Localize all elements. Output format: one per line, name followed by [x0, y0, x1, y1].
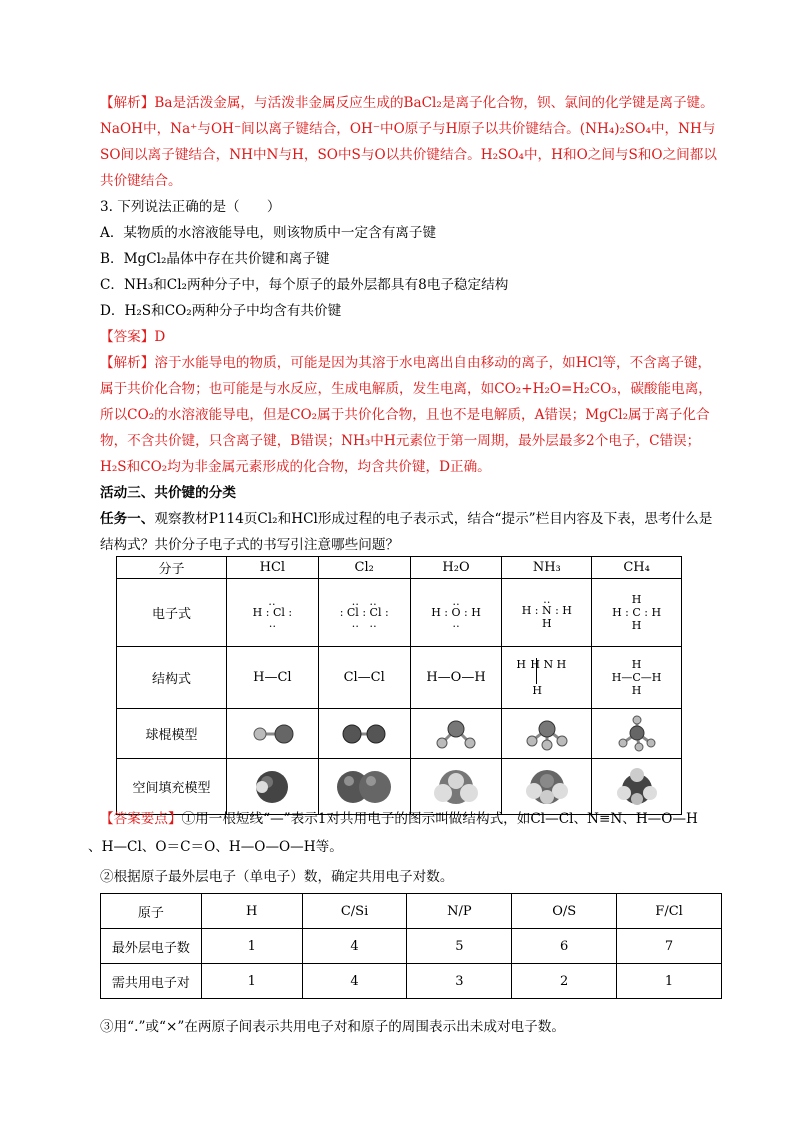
ball-stick-nh3-image — [502, 709, 592, 759]
table1-row-ball-stick — [117, 709, 682, 759]
table2-header-cell: O/S — [512, 894, 617, 929]
ball-stick-hcl-image — [226, 709, 318, 759]
table2-cell: 需共用电子对 — [101, 964, 202, 999]
table2-header-cell: C/Si — [302, 894, 407, 929]
ball-stick-ch4-image — [592, 709, 682, 759]
table2-cell: 2 — [512, 964, 617, 999]
table2-header-cell: H — [201, 894, 302, 929]
molecule-table — [116, 556, 682, 815]
table2-header-row — [101, 894, 722, 929]
table2-cell: 3 — [407, 964, 512, 999]
analysis-label-2: 【解析】 — [100, 355, 155, 371]
section-heading: 活动三、共价键的分类 — [100, 485, 236, 501]
answer-points-line-3: ②根据原子最外层电子（单电子）数，确定共用电子对数。 — [100, 869, 454, 885]
electron-formula-hcl: ‥ H : Cl : ‥ — [226, 579, 318, 647]
table1-header-cell: H₂O — [410, 557, 502, 579]
answer-label: 【答案】 — [100, 329, 155, 345]
ball-stick-cl2-image — [318, 709, 410, 759]
answer-value: D — [154, 329, 166, 345]
table2-header-cell: N/P — [407, 894, 512, 929]
task-label: 任务一、 — [100, 511, 155, 527]
table2-row — [101, 929, 722, 964]
row-label: 球棍模型 — [117, 709, 227, 759]
table2-row — [101, 964, 722, 999]
table1-header-row — [117, 557, 682, 579]
answer-points-text-1: ①用一根短线“—”表示1对共用电子的图示叫做结构式，如Cl—Cl、N≡N、H—O—H — [181, 811, 698, 827]
analysis-text: Ba是活泼金属，与活泼非金属反应生成的BaCl₂是离子化合物，钡、氯间的化学键是离子键。NaOH中，Na⁺与OH⁻间以离子键结合，OH⁻中O原子与H原子以共价键结合。(NH₄)₂SO₄中，NH与SO间以离子键结合，NH中N与H，SO中S与O以共价键结合。H₂SO₄中，H和O之间与S和O之间都以共价键结合。 — [100, 95, 717, 189]
structural-ch4: H H—C—H H — [592, 647, 682, 709]
table2-cell: 1 — [201, 964, 302, 999]
note-3: ③用“.”或“×”在两原子间表示共用电子对和原子的周围表示出未成对电子数。 — [100, 1019, 565, 1035]
analysis-text-2: 溶于水能导电的物质，可能是因为其溶于水电离出自由移动的离子，如HCl等，不含离子键，属于共价化合物；也可能是与水反应，生成电解质，发生电离，如CO₂+H₂O=H₂CO₃，碳酸能电离，所以CO₂的水溶液能导电，但是CO₂属于共价化合物，且也不是电解质，A错误；MgCl₂属于离子化合物，不含共价键，只含离子键，B错误；NH₃中H元素位于第一周期，最外层最多2个电子，C错误；H₂S和CO₂均为非金属元素形成的化合物，均含共价键，D正确。 — [100, 355, 712, 475]
table2-cell: 1 — [201, 929, 302, 964]
electron-pair-table — [100, 893, 722, 999]
table1-header-cell: CH₄ — [592, 557, 682, 579]
table2-cell: 4 — [302, 964, 407, 999]
table2-cell: 7 — [617, 929, 722, 964]
table2-cell: 6 — [512, 929, 617, 964]
option-c: C．NH₃和Cl₂两种分子中，每个原子的最外层都具有8电子稳定结构 — [100, 277, 509, 293]
task-paragraph — [100, 506, 720, 558]
electron-formula-h2o: ‥ H : O : H ‥ — [410, 579, 502, 647]
row-label: 电子式 — [117, 579, 227, 647]
table2-cell: 最外层电子数 — [101, 929, 202, 964]
row-label: 结构式 — [117, 647, 227, 709]
ball-stick-h2o-image — [410, 709, 502, 759]
analysis-paragraph-2 — [100, 350, 720, 480]
analysis-paragraph-1 — [100, 90, 720, 194]
table2-header-cell: F/Cl — [617, 894, 722, 929]
answer-points-line-1 — [100, 806, 720, 832]
analysis-label: 【解析】 — [100, 95, 155, 111]
electron-formula-cl2: ‥ ‥ : Cl : Cl : ‥ ‥ — [318, 579, 410, 647]
structural-nh3: H H N H H — [502, 647, 592, 709]
question-stem: 3. 下列说法正确的是（ ） — [100, 199, 281, 215]
answer-line — [100, 324, 720, 350]
task-text: 观察教材P114页Cl₂和HCl形成过程的电子表示式，结合“提示”栏目内容及下表，思考什么是结构式？共价分子电子式的书写引注意哪些问题？ — [100, 511, 713, 553]
table1-header-cell: 分子 — [117, 557, 227, 579]
table1-header-cell: HCl — [226, 557, 318, 579]
option-d: D．H₂S和CO₂两种分子中均含有共价键 — [100, 303, 342, 319]
table1-row-electron — [117, 579, 682, 647]
answer-points-line-2: 、H—Cl、O＝C＝O、H—O—O—H等。 — [88, 839, 343, 855]
table2-cell: 1 — [617, 964, 722, 999]
answer-points-label: 【答案要点】 — [100, 811, 182, 827]
electron-formula-nh3: ‥ H : N : H H — [502, 579, 592, 647]
table1-header-cell: Cl₂ — [318, 557, 410, 579]
table2-header-cell: 原子 — [101, 894, 202, 929]
table1-row-structural — [117, 647, 682, 709]
structural-hcl: H—Cl — [226, 647, 318, 709]
option-b: B．MgCl₂晶体中存在共价键和离子键 — [100, 251, 330, 267]
table1-header-cell: NH₃ — [502, 557, 592, 579]
structural-cl2: Cl—Cl — [318, 647, 410, 709]
structural-h2o: H—O—H — [410, 647, 502, 709]
option-a: A．某物质的水溶液能导电，则该物质中一定含有离子键 — [100, 225, 437, 241]
table2-cell: 5 — [407, 929, 512, 964]
electron-formula-ch4: H H : C : H H — [592, 579, 682, 647]
table2-cell: 4 — [302, 929, 407, 964]
row-label: 空间填充模型 — [117, 759, 227, 815]
